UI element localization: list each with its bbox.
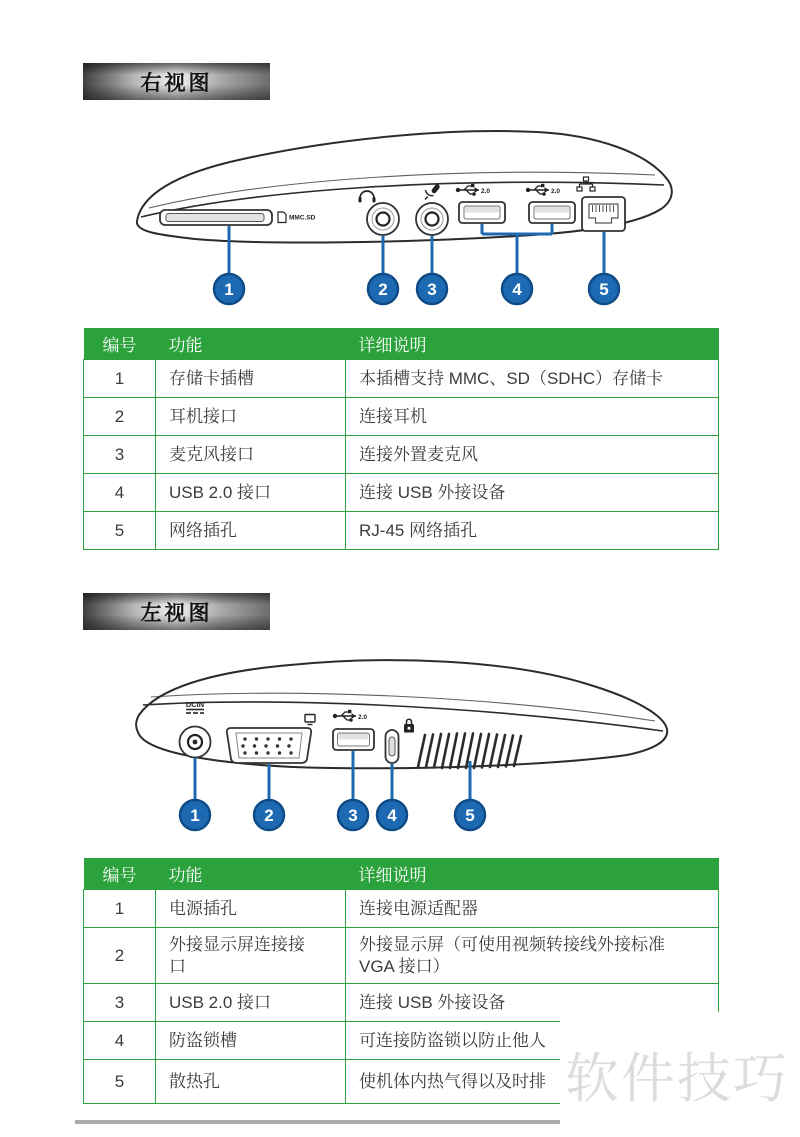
col-header-description: 详细说明: [346, 328, 719, 360]
callout-3: [417, 236, 447, 304]
callout-5: [455, 761, 485, 830]
footer-divider-line: [75, 1120, 561, 1124]
table-row: [84, 436, 719, 474]
right-view-title: 右视图: [140, 71, 213, 95]
left-view-title: 左视图: [140, 601, 213, 625]
callout-number: 1: [190, 806, 200, 825]
cell-number: 2: [84, 398, 156, 436]
table-row: [84, 474, 719, 512]
callout-2: [368, 236, 398, 304]
table-row: [84, 360, 719, 398]
cell-number: 2: [84, 928, 156, 984]
cell-number: 1: [84, 890, 156, 928]
table-row: [84, 512, 719, 550]
cell-function: 电源插孔: [156, 890, 346, 928]
cell-number: 5: [84, 1060, 156, 1104]
watermark-text: 软件技巧: [565, 1049, 789, 1109]
cell-description: 连接 USB 外接设备: [346, 474, 719, 512]
lan-port: [582, 197, 625, 231]
callout-2: [254, 764, 284, 830]
dc-power-jack: [180, 727, 211, 758]
cell-number: 4: [84, 474, 156, 512]
cell-description: 本插槽支持 MMC、SD（SDHC）存储卡: [346, 360, 719, 398]
cell-description: 连接耳机: [346, 398, 719, 436]
callout-4: [377, 764, 407, 830]
col-header-description: 详细说明: [346, 858, 719, 890]
cell-function: USB 2.0 接口: [156, 474, 346, 512]
cell-description: RJ-45 网络插孔: [346, 512, 719, 550]
cell-number: 4: [84, 1022, 156, 1060]
callout-number: 3: [427, 280, 437, 299]
cell-number: 3: [84, 984, 156, 1022]
cell-description: 使机体内热气得以及时排: [346, 1060, 719, 1104]
right-view-heading-band: [83, 63, 270, 100]
usb-port: [333, 729, 374, 750]
right-view-table: [83, 328, 719, 550]
callout-number: 4: [512, 280, 522, 299]
col-header-number: 编号: [84, 328, 156, 360]
callout-number: 4: [387, 806, 397, 825]
table-row: [84, 928, 719, 984]
callout-number: 5: [599, 280, 609, 299]
watermark-overlay: [560, 1012, 800, 1137]
left-view-heading-band: [83, 593, 270, 630]
dc-in-text: DCIN: [185, 700, 205, 709]
cell-description: 连接 USB 外接设备: [346, 984, 719, 1022]
table-header-row: [84, 328, 719, 360]
cell-function: 耳机接口: [156, 398, 346, 436]
col-header-function: 功能: [156, 328, 346, 360]
microphone-jack: [416, 203, 448, 235]
table-header-row: [84, 858, 719, 890]
usb-2.0-text: 2.0: [358, 713, 368, 721]
mmc-sd-text: MMC.SD: [289, 214, 316, 222]
cell-function: 防盗锁槽: [156, 1022, 346, 1060]
callout-1: [180, 758, 210, 830]
callout-5: [589, 232, 619, 304]
cell-function: 网络插孔: [156, 512, 346, 550]
usb-2.0-text: 2.0: [551, 187, 561, 195]
cell-number: 3: [84, 436, 156, 474]
vga-port: [227, 728, 311, 763]
callout-number: 2: [378, 280, 388, 299]
table-row: [84, 890, 719, 928]
headphone-jack: [367, 203, 399, 235]
usb-port-2: [529, 202, 575, 223]
cell-description: 可连接防盗锁以防止他人: [346, 1022, 719, 1060]
col-header-number: 编号: [84, 858, 156, 890]
cell-function: 外接显示屏连接接口: [156, 928, 346, 984]
cell-function: 存储卡插槽: [156, 360, 346, 398]
callout-number: 5: [465, 806, 475, 825]
cell-description: 外接显示屏（可使用视频转接线外接标准 VGA 接口）: [346, 928, 719, 984]
cell-number: 5: [84, 512, 156, 550]
cell-function: USB 2.0 接口: [156, 984, 346, 1022]
kensington-lock-slot: [386, 730, 399, 763]
laptop-left-side-outline: [136, 660, 667, 768]
cell-description: 连接电源适配器: [346, 890, 719, 928]
right-view-diagram: [115, 120, 690, 310]
left-view-diagram: [115, 645, 690, 840]
callout-number: 1: [224, 280, 234, 299]
usb-port-1: [459, 202, 505, 223]
callout-number: 2: [264, 806, 274, 825]
cell-description: 连接外置麦克风: [346, 436, 719, 474]
callout-number: 3: [348, 806, 358, 825]
cell-function: 散热孔: [156, 1060, 346, 1104]
col-header-function: 功能: [156, 858, 346, 890]
usb-2.0-text: 2.0: [481, 187, 491, 195]
memory-card-slot: [160, 210, 272, 225]
cell-function: 麦克风接口: [156, 436, 346, 474]
table-row: [84, 398, 719, 436]
cell-number: 1: [84, 360, 156, 398]
